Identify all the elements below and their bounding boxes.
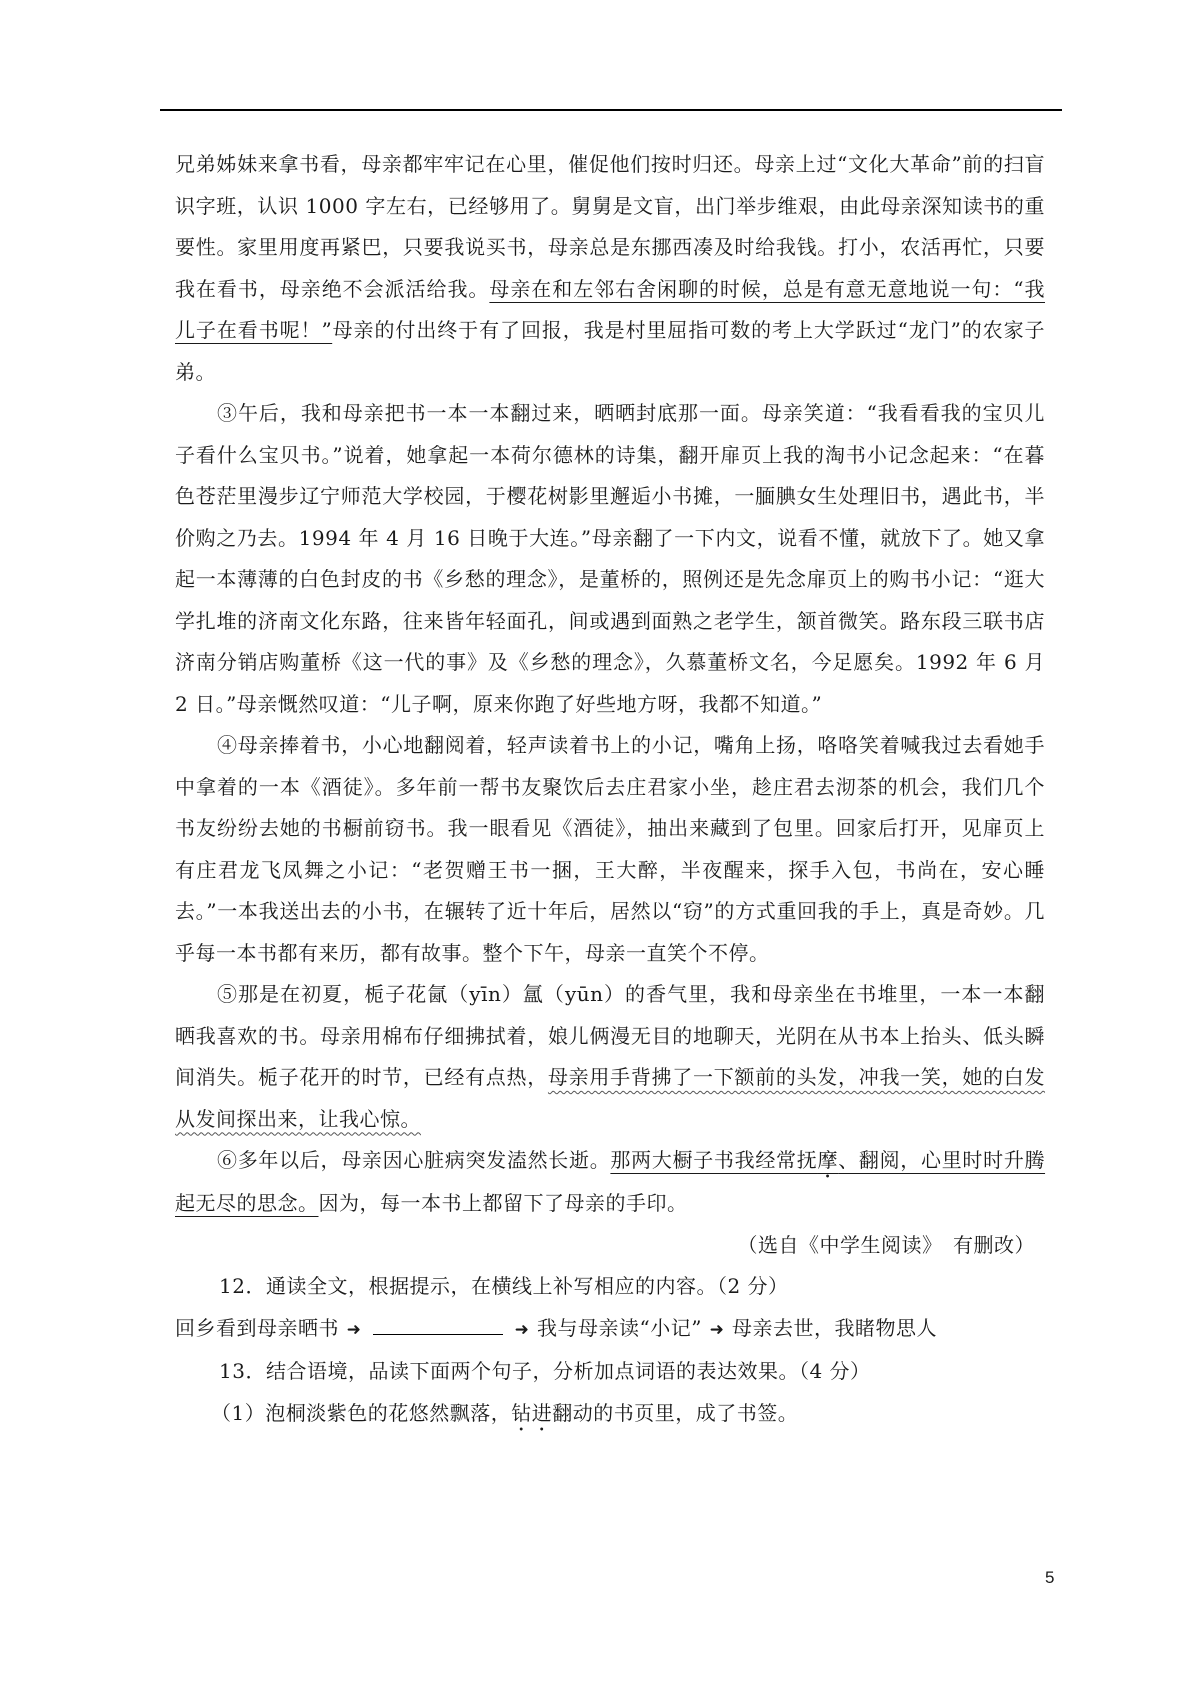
paragraph-6-rest: 因为，每一本书上都留下了母亲的手印。 bbox=[318, 1191, 688, 1215]
dotted-word-zuanjin: 钻进 bbox=[511, 1400, 553, 1425]
underlined-sentence-1: 母亲在和左邻右舍闲聊的时候，总是有意无意地说一句：“我儿子在看书呢！” bbox=[175, 276, 1045, 342]
question-12-title: 12．通读全文，根据提示，在横线上补写相应的内容。（2 分） bbox=[219, 1274, 789, 1298]
paragraph-2 bbox=[175, 144, 1045, 393]
paragraph-4: ④母亲捧着书，小心地翻阅着，轻声读着书上的小记，嘴角上扬，咯咯笑着喊我过去看她手中拿着的一本《酒徒》。多年前一帮书友聚饮后去庄君家小坐，趁庄君去沏茶的机会，我们几个书友纷纷去她的书橱前窃书。我一眼看见《酒徒》，抽出来藏到了包里。回家后打开，见扉页上有庄君龙飞凤舞之小记：“老贺赠王书一捆，王大醉，半夜醒来，探手入包，书尚在，安心睡去。”一本我送出去的小书，在辗转了近十年后，居然以“窃”的方式重回我的手上，真是奇妙。几乎每一本书都有来历，都有故事。整个下午，母亲一直笑个不停。 bbox=[175, 733, 1045, 965]
page-number: 5 bbox=[1045, 1568, 1055, 1587]
question-12-flow bbox=[175, 1308, 1045, 1352]
q13-item-rest: 翻动的书页里，成了书签。 bbox=[552, 1400, 799, 1425]
flow-step-1: 回乡看到母亲晒书 bbox=[175, 1315, 339, 1340]
question-13-item-1 bbox=[175, 1393, 1045, 1436]
paragraph-5-text: ⑤那是在初夏，栀子花氤（yīn）氲（yūn）的香气里，我和母亲坐在书堆里，一本一本翻晒我喜欢的书。母亲用棉布仔细拂拭着，娘儿俩漫无目的地聊天，光阴在从书本上抬头、低头瞬间消失。栀子花开的时节，已经有点热， bbox=[175, 982, 1045, 1089]
answer-blank[interactable] bbox=[373, 1314, 503, 1335]
underlined-part-b: 、翻阅，心里时时升腾起无尽的思念。 bbox=[175, 1148, 1046, 1215]
arrow-right-icon: ➜ bbox=[709, 1319, 725, 1340]
paragraph-6-text: ⑥多年以后，母亲因心脏病突发溘然长逝。 bbox=[217, 1148, 611, 1172]
source-citation: （选自《中学生阅读》 有删改） bbox=[737, 1232, 1035, 1257]
paragraph-5 bbox=[175, 974, 1045, 1140]
paragraph-6 bbox=[175, 1140, 1045, 1225]
paragraph-2-rest: 母亲的付出终于有了回报，我是村里屈指可数的考上大学跃过“龙门”的农家子弟。 bbox=[175, 318, 1045, 384]
header-rule bbox=[160, 109, 1062, 111]
article-body bbox=[175, 144, 1045, 1436]
underlined-part-a: 那两大橱子书我经常抚 bbox=[610, 1148, 818, 1172]
question-13-title: 13．结合语境，品读下面两个句子，分析加点词语的表达效果。（4 分） bbox=[219, 1359, 871, 1383]
paragraph-2-text: 兄弟姊妹来拿书看，母亲都牢牢记在心里，催促他们按时归还。母亲上过“文化大革命”前的扫盲识字班，认识 1000 字左右，已经够用了。舅舅是文盲，出门举步维艰，由此母亲深知读书的重要性。家里用度再紧巴，只要我说买书，母亲总是东挪西凑及时给我钱。打小，农活再忙，只要我在看书，母亲绝不会派活给我。 bbox=[175, 152, 1045, 301]
flow-step-3: 我与母亲读“小记” bbox=[537, 1315, 702, 1340]
q13-item-text: （1）泡桐淡紫色的花悠然飘落， bbox=[211, 1400, 512, 1425]
arrow-right-icon: ➜ bbox=[346, 1319, 362, 1340]
wavy-underlined-sentence: 母亲用手背拂了一下额前的头发，冲我一笑，她的白发从发间探出来，让我心惊。 bbox=[175, 1065, 1046, 1131]
flow-step-4: 母亲去世，我睹物思人 bbox=[731, 1315, 937, 1340]
dotted-word-mo: 摩 bbox=[817, 1148, 839, 1172]
paragraph-3: ③午后，我和母亲把书一本一本翻过来，晒晒封底那一面。母亲笑道：“我看看我的宝贝儿子看什么宝贝书。”说着，她拿起一本荷尔德林的诗集，翻开扉页上我的淘书小记念起来：“在暮色苍茫里漫步辽宁师范大学校园，于樱花树影里邂逅小书摊，一腼腆女生处理旧书，遇此书，半价购之乃去。1994 年 4 月 16 日晚于大连。”母亲翻了一下内文，说看不懂，就放下了。她又拿起一本薄薄的白色封皮的书《乡愁的理念》，是董桥的，照例还是先念扉页上的购书小记：“逛大学扎堆的济南文化东路，往来皆年轻面孔，间或遇到面熟之老学生，颔首微笑。路东段三联书店济南分销店购董桥《这一代的事》及《乡愁的理念》，久慕董桥文名，今足愿矣。1992 年 6 月 2 日。”母亲慨然叹道：“儿子啊，原来你跑了好些地方呀，我都不知道。” bbox=[175, 401, 1045, 716]
arrow-right-icon: ➜ bbox=[514, 1319, 530, 1340]
